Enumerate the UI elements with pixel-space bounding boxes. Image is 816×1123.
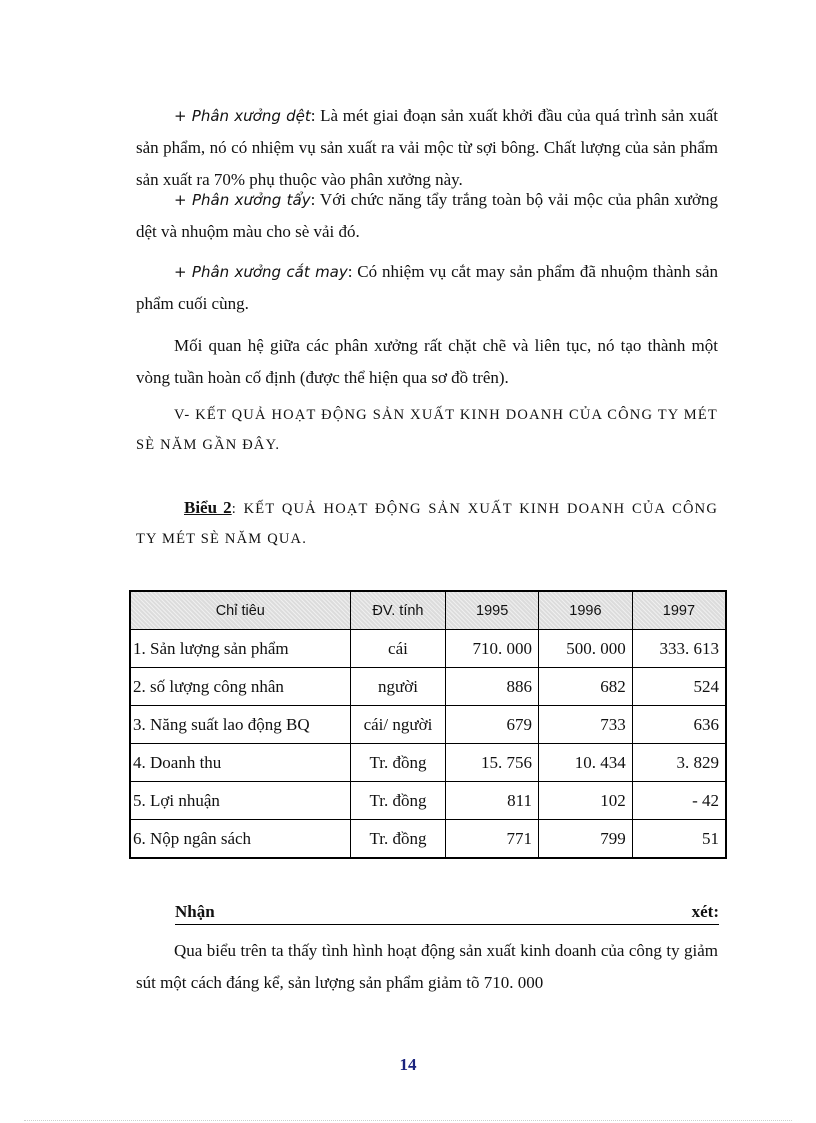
paragraph-remark: Qua biểu trên ta thấy tình hình hoạt động sản xuất kinh doanh của công ty giảm sút một cách đáng kể, sản lượng sản phẩm giảm tõ 710. 000	[136, 941, 718, 992]
cell-1997: 636	[632, 706, 726, 744]
header-1997: 1997	[632, 591, 726, 630]
footer-divider	[24, 1120, 792, 1121]
paragraph-text: : Có nhiệm vụ cắt may sản phẩm đã nhuộm thành sản phẩm cuối cùng.	[136, 262, 718, 313]
paragraph-moi-quan-he	[136, 330, 718, 394]
table-caption-text: : KẾT QUẢ HOẠT ĐỘNG SẢN XUẤT KINH DOANH CỦA CÔNG TY MÉT SÈ NĂM QUA.	[136, 501, 718, 547]
cell-1997: 333. 613	[632, 630, 726, 668]
cell-1997: 524	[632, 668, 726, 706]
cell-chi-tieu: 4. Doanh thu	[130, 744, 350, 782]
paragraph-label: + Phân xưởng dệt	[174, 107, 311, 125]
cell-1997: 51	[632, 820, 726, 859]
cell-dv-tinh: người	[350, 668, 446, 706]
cell-1996: 102	[539, 782, 633, 820]
table-row	[130, 706, 726, 744]
cell-chi-tieu: 2. số lượng công nhân	[130, 668, 350, 706]
cell-1996: 733	[539, 706, 633, 744]
table-caption	[136, 493, 718, 554]
cell-dv-tinh: cái/ người	[350, 706, 446, 744]
section-heading: V- KẾT QUẢ HOẠT ĐỘNG SẢN XUẤT KINH DOANH CỦA CÔNG TY MÉT SÈ NĂM GẦN ĐÂY.	[136, 407, 718, 453]
cell-1995: 679	[446, 706, 539, 744]
paragraph-phan-xuong-cat-may	[136, 256, 718, 320]
table-row	[130, 630, 726, 668]
cell-dv-tinh: cái	[350, 630, 446, 668]
paragraph-label: + Phân xưởng cắt may	[174, 263, 348, 281]
cell-1996: 682	[539, 668, 633, 706]
remark-heading-left: Nhận	[175, 902, 215, 921]
cell-dv-tinh: Tr. đồng	[350, 820, 446, 859]
header-chi-tieu: Chỉ tiêu	[130, 591, 350, 630]
paragraph-phan-xuong-tay	[136, 184, 718, 248]
header-dv-tinh: ĐV. tính	[350, 591, 446, 630]
table-header-row	[130, 591, 726, 630]
remark-heading	[175, 902, 719, 925]
cell-chi-tieu: 5. Lợi nhuận	[130, 782, 350, 820]
cell-1997: 3. 829	[632, 744, 726, 782]
table-caption-label: Biểu 2	[184, 498, 232, 517]
cell-dv-tinh: Tr. đồng	[350, 782, 446, 820]
cell-1996: 10. 434	[539, 744, 633, 782]
page-number: 14	[399, 1055, 417, 1074]
paragraph-text: : Là mét giai đoạn sản xuất khởi đầu của quá trình sản xuất sản phẩm, nó có nhiệm vụ sản xuất ra vải mộc từ sợi bông. Chất lượng của sản phẩm sản xuất ra 70% phụ thuộc vào phân xưởng này.	[136, 106, 718, 189]
cell-chi-tieu: 1. Sản lượng sản phẩm	[130, 630, 350, 668]
cell-chi-tieu: 6. Nộp ngân sách	[130, 820, 350, 859]
table-row	[130, 782, 726, 820]
remark-heading-right: xét:	[691, 902, 719, 921]
table-row	[130, 744, 726, 782]
paragraph-text: : Với chức năng tẩy trắng toàn bộ vải mộc của phân xưởng dệt và nhuộm màu cho sè vải đó.	[136, 190, 718, 241]
cell-1996: 500. 000	[539, 630, 633, 668]
paragraph-text: Mối quan hệ giữa các phân xưởng rất chặt chẽ và liên tục, nó tạo thành một vòng tuần hoàn cố định (được thể hiện qua sơ đồ trên).	[136, 336, 718, 387]
cell-1995: 15. 756	[446, 744, 539, 782]
header-1995: 1995	[446, 591, 539, 630]
cell-chi-tieu: 3. Năng suất lao động BQ	[130, 706, 350, 744]
cell-1995: 710. 000	[446, 630, 539, 668]
cell-1995: 886	[446, 668, 539, 706]
cell-1996: 799	[539, 820, 633, 859]
cell-1995: 771	[446, 820, 539, 859]
header-1996: 1996	[539, 591, 633, 630]
results-table	[129, 590, 727, 859]
table-row	[130, 820, 726, 859]
cell-dv-tinh: Tr. đồng	[350, 744, 446, 782]
table-row	[130, 668, 726, 706]
paragraph-label: + Phân xưởng tẩy	[174, 191, 311, 209]
cell-1997: - 42	[632, 782, 726, 820]
paragraph-phan-xuong-det	[136, 100, 718, 196]
cell-1995: 811	[446, 782, 539, 820]
